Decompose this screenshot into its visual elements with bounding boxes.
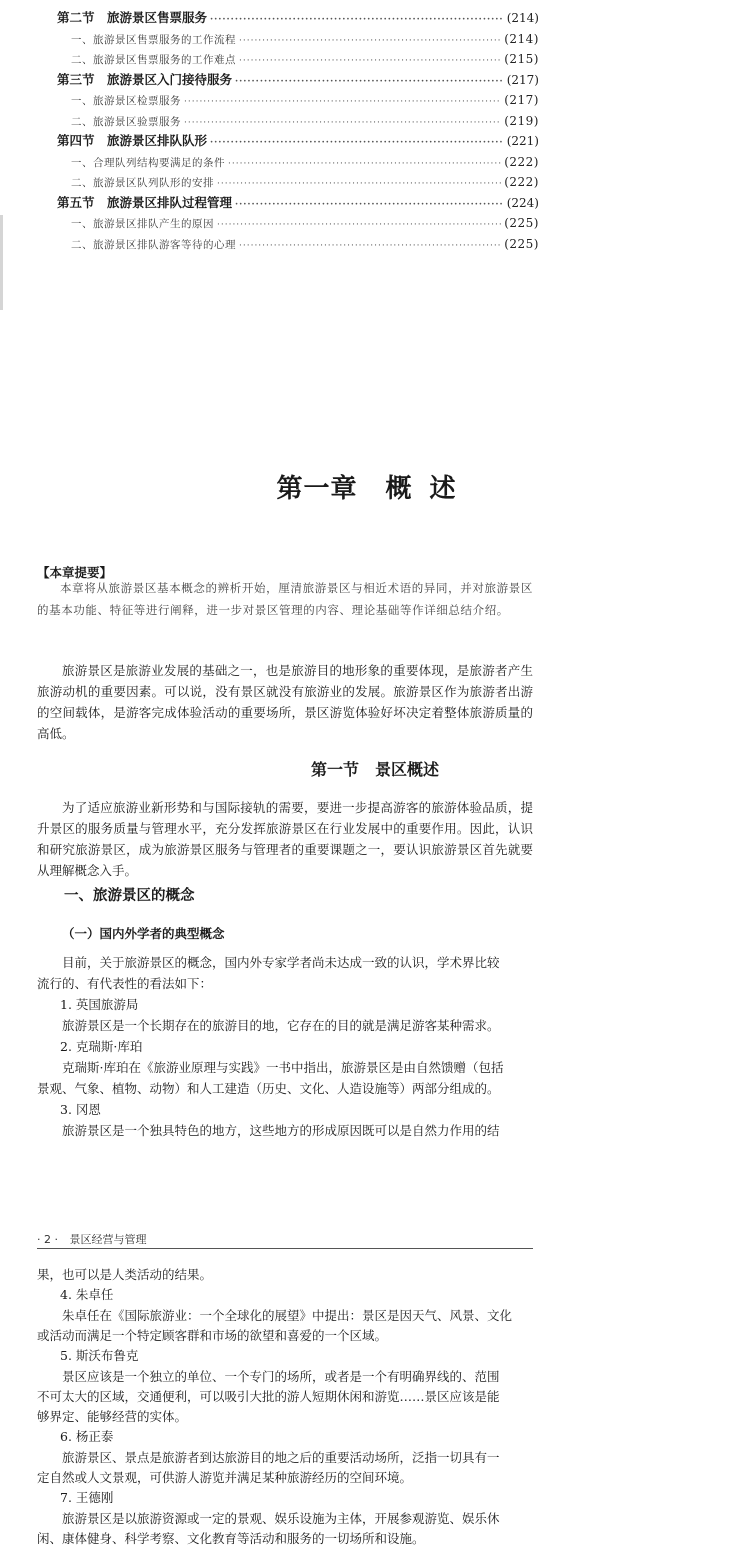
toc-item-row <box>57 213 539 234</box>
toc-item-row <box>57 152 539 173</box>
toc-leader <box>235 195 504 214</box>
toc-entry-text: 二、旅游景区排队游客等待的心理 <box>71 238 236 251</box>
text-line: 不可太大的区域，交通便利，可以吸引大批的游人短期休闲和游览……景区应该是能 <box>37 1388 500 1404</box>
table-of-contents <box>57 8 539 254</box>
toc-leader <box>210 10 504 29</box>
toc-cut-page <box>504 0 539 2</box>
toc-section-row <box>57 70 539 91</box>
toc-item-row <box>57 111 539 132</box>
toc-entry-text: 第四节 旅游景区排队队形 <box>57 133 208 148</box>
toc-entry-text: 二、旅游景区售票服务的工作难点 <box>71 54 236 66</box>
toc-leader <box>217 215 501 234</box>
section-heading: 第一节 景区概述 <box>310 760 439 779</box>
toc-leader <box>210 133 504 152</box>
text-line: 旅游景区是以旅游资源或一定的景观、娱乐设施为主体，开展参观游览、娱乐休 <box>62 1510 500 1526</box>
section-paragraph: 为了适应旅游业新形势和与国际接轨的需要，要进一步提高游客的旅游体验品质，提升景区的服务质量与管理水平，充分发挥旅游景区在行业发展中的重要作用。因此，认识和研究旅游景区，成为旅游景区服务与管理者的重要课题之一，要认识旅游景区首先就要从理解概念入手。 <box>37 800 533 878</box>
text-line: 果，也可以是人类活动的结果。 <box>37 1267 213 1282</box>
toc-page-number: (225) <box>504 216 539 230</box>
text-line: 或活动而满足一个特定顾客群和市场的欲望和喜爱的一个区域。 <box>37 1327 388 1343</box>
text-line: 闲、康体健身、科学考察、文化教育等活动和服务的一切场所和设施。 <box>37 1530 425 1546</box>
definition-author: 7. 王德刚 <box>60 1490 114 1506</box>
chapter-summary: 本章将从旅游景区基本概念的辨析开始，厘清旅游景区与相近术语的异同，并对旅游景区的基本功能、特征等进行阐释，进一步对景区管理的内容、理论基础等作详细总结介绍。 <box>37 581 533 617</box>
toc-page-number: (215) <box>504 52 539 66</box>
toc-item-row <box>57 172 539 193</box>
footer-rule <box>37 1248 533 1249</box>
toc-section-row <box>57 193 539 214</box>
toc-page-number: (219) <box>504 113 539 128</box>
text-line: 旅游景区、景点是旅游者到达旅游目的地之后的重要活动场所，泛指一切具有一 <box>62 1449 500 1465</box>
toc-page-number: (214) <box>504 31 539 46</box>
chapter-title: 概述 <box>385 474 474 504</box>
subsection-heading: 一、旅游景区的概念 <box>64 887 195 904</box>
text-line: 景观、气象、植物、动物）和人工建造（历史、文化、人造设施等）两部分组成的。 <box>37 1081 500 1096</box>
definition-author: 1. 英国旅游局 <box>60 997 139 1012</box>
definition-author: 2. 克瑞斯·库珀 <box>60 1039 143 1054</box>
text-line: 克瑞斯·库珀在《旅游业原理与实践》一书中指出，旅游景区是由自然馈赠（包括 <box>62 1060 504 1075</box>
toc-page-number: (214) <box>506 11 539 25</box>
toc-entry-text: 第二节 旅游景区售票服务 <box>57 10 208 25</box>
summary-tag: 【本章提要】 <box>37 565 113 580</box>
toc-page-number: (222) <box>504 175 539 189</box>
toc-item-row <box>57 49 539 70</box>
text-line: 旅游景区是一个独具特色的地方，这些地方的形成原因既可以是自然力作用的结 <box>62 1123 500 1138</box>
toc-leader <box>239 31 501 50</box>
intro-paragraph: 旅游景区是旅游业发展的基础之一，也是旅游目的地形象的重要体现，是旅游者产生旅游动机的重要因素。可以说，没有景区就没有旅游业的发展。旅游景区作为旅游者出游的空间载体，是游客完成体验活动的重要场所，景区游览体验好坏决定着整体旅游质量的高低。 <box>37 663 533 741</box>
toc-item-row <box>57 29 539 50</box>
definition-author: 5. 斯沃布鲁克 <box>60 1348 139 1364</box>
definition-author: 4. 朱卓任 <box>60 1287 114 1303</box>
definition-author: 3. 冈恩 <box>60 1102 101 1117</box>
toc-page-number: (225) <box>504 236 539 251</box>
toc-leader <box>235 72 504 91</box>
toc-page-number: (221) <box>506 134 539 148</box>
chapter-number: 第一章 <box>276 474 358 504</box>
text-line: 目前，关于旅游景区的概念，国内外专家学者尚未达成一致的认识，学术界比较 <box>62 955 500 970</box>
definition-author: 6. 杨正泰 <box>60 1429 114 1445</box>
toc-page-number: (217) <box>506 72 539 87</box>
text-line: 旅游景区是一个长期存在的旅游目的地，它存在的目的就是满足游客某种需求。 <box>62 1018 500 1033</box>
toc-leader <box>206 0 501 2</box>
sub-subsection-heading: （一）国内外学者的典型概念 <box>62 926 225 941</box>
toc-entry-text: 一、旅游景区检票服务 <box>71 95 181 107</box>
text-line: 景区应该是一个独立的单位、一个专门的场所，或者是一个有明确界线的、范围 <box>62 1368 500 1384</box>
toc-entry-text: 二、旅游景区验票服务 <box>71 115 181 128</box>
toc-page-number: (224) <box>506 195 539 210</box>
chapter-heading <box>0 468 750 505</box>
toc-entry-text: 二、旅游景区队列队形的安排 <box>71 177 214 189</box>
toc-entry-text: 一、旅游景区排队产生的原因 <box>71 218 214 230</box>
toc-section-row <box>57 8 539 29</box>
text-line: 定自然或人文景观，可供游人游览并满足某种旅游经历的空间环境。 <box>37 1470 413 1485</box>
toc-cut-text <box>71 0 203 2</box>
scan-edge-mark <box>0 215 3 310</box>
toc-leader <box>184 92 501 111</box>
text-line: 流行的、有代表性的看法如下： <box>37 976 213 991</box>
page-footer <box>37 1231 533 1247</box>
toc-section-row <box>57 131 539 152</box>
toc-page-number: (217) <box>504 93 539 107</box>
toc-leader <box>239 236 501 255</box>
text-line: 朱卓任在《国际旅游业：一个全球化的展望》中提出：景区是因天气、风景、文化 <box>62 1307 513 1323</box>
text-line: 够界定、能够经营的实体。 <box>37 1409 188 1425</box>
toc-leader <box>228 154 501 173</box>
toc-cut-row <box>57 0 539 2</box>
toc-entry-text: 一、旅游景区售票服务的工作流程 <box>71 33 236 46</box>
toc-item-row <box>57 90 539 111</box>
toc-item-row <box>57 234 539 255</box>
toc-entry-text: 第五节 旅游景区排队过程管理 <box>57 194 233 210</box>
toc-entry-text: 第三节 旅游景区入门接待服务 <box>57 71 233 87</box>
toc-leader <box>184 113 501 132</box>
book-title: 景区经营与管理 <box>69 1233 147 1246</box>
toc-leader <box>217 174 501 193</box>
toc-entry-text: 一、合理队列结构要满足的条件 <box>71 156 225 169</box>
toc-page-number: (222) <box>504 154 539 169</box>
page-number: · 2 · <box>37 1233 58 1246</box>
toc-leader <box>239 51 501 70</box>
